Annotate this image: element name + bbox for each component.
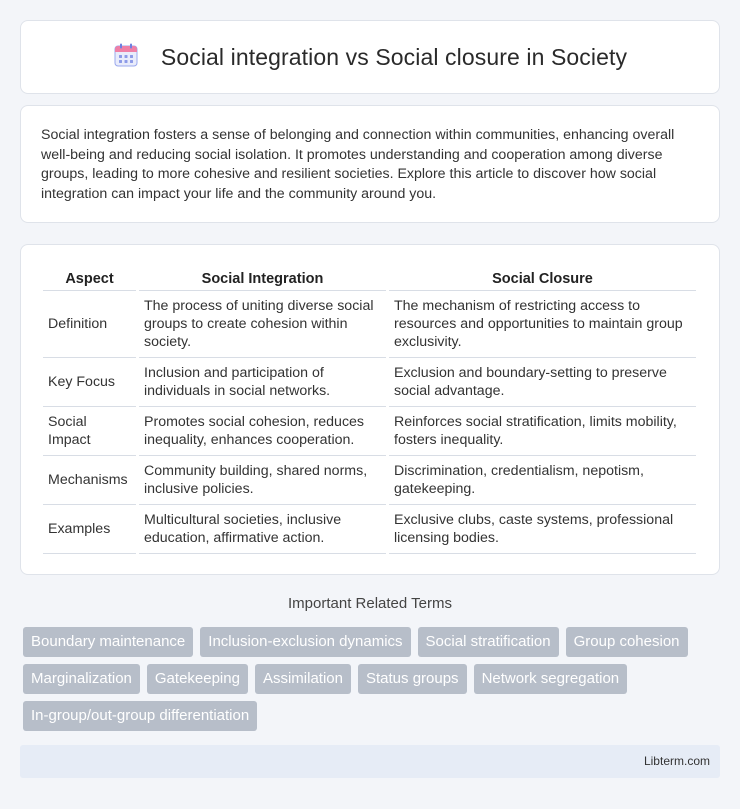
row-integration: Community building, shared norms, inclusive policies. — [139, 456, 386, 505]
table-row — [43, 505, 696, 554]
row-closure: Exclusive clubs, caste systems, professional licensing bodies. — [389, 505, 696, 554]
table-row — [43, 358, 696, 407]
calendar-icon — [113, 42, 139, 73]
column-header-integration: Social Integration — [139, 265, 386, 291]
related-term-tag[interactable]: In-group/out-group differentiation — [23, 701, 257, 731]
row-integration: The process of uniting diverse social groups to create cohesion within society. — [139, 291, 386, 358]
row-aspect: Examples — [43, 505, 136, 554]
column-header-closure: Social Closure — [389, 265, 696, 291]
header-card — [20, 20, 720, 94]
row-integration: Inclusion and participation of individuals in social networks. — [139, 358, 386, 407]
table-header-row — [43, 265, 696, 291]
page-title: Social integration vs Social closure in Society — [160, 43, 628, 70]
table-row — [43, 291, 696, 358]
table-row — [43, 407, 696, 456]
related-term-tag[interactable]: Marginalization — [23, 664, 140, 694]
intro-card — [20, 105, 720, 223]
related-terms-list — [23, 627, 723, 731]
row-integration: Promotes social cohesion, reduces inequality, enhances cooperation. — [139, 407, 386, 456]
column-header-aspect: Aspect — [43, 265, 136, 291]
row-aspect: Mechanisms — [43, 456, 136, 505]
related-term-tag[interactable]: Inclusion-exclusion dynamics — [200, 627, 410, 657]
row-aspect: Key Focus — [43, 358, 136, 407]
related-term-tag[interactable]: Status groups — [358, 664, 467, 694]
row-closure: Reinforces social stratification, limits mobility, fosters inequality. — [389, 407, 696, 456]
table-row — [43, 456, 696, 505]
row-closure: Exclusion and boundary-setting to preserve social advantage. — [389, 358, 696, 407]
related-term-tag[interactable]: Gatekeeping — [147, 664, 248, 694]
comparison-table — [40, 265, 699, 554]
footer-site-link[interactable]: Libterm.com — [643, 754, 710, 768]
related-term-tag[interactable]: Assimilation — [255, 664, 351, 694]
related-terms-title: Important Related Terms — [288, 595, 452, 612]
related-term-tag[interactable]: Network segregation — [474, 664, 628, 694]
related-term-tag[interactable]: Boundary maintenance — [23, 627, 193, 657]
row-integration: Multicultural societies, inclusive education, affirmative action. — [139, 505, 386, 554]
intro-text: Social integration fosters a sense of belonging and connection within communities, enhancing overall well-being and reducing social isolation. It promotes understanding and cooperation among diverse groups, leading to more cohesive and resilient societies. Explore this article to discover how social integration can impact your life and the community around you. — [41, 127, 675, 202]
row-closure: The mechanism of restricting access to resources and opportunities to maintain group exclusivity. — [389, 291, 696, 358]
related-term-tag[interactable]: Group cohesion — [566, 627, 688, 657]
comparison-card — [20, 244, 720, 575]
title-wrap — [113, 42, 627, 73]
footer — [20, 745, 720, 778]
row-aspect: Definition — [43, 291, 136, 358]
row-closure: Discrimination, credentialism, nepotism, gatekeeping. — [389, 456, 696, 505]
row-aspect: Social Impact — [43, 407, 136, 456]
related-term-tag[interactable]: Social stratification — [418, 627, 559, 657]
